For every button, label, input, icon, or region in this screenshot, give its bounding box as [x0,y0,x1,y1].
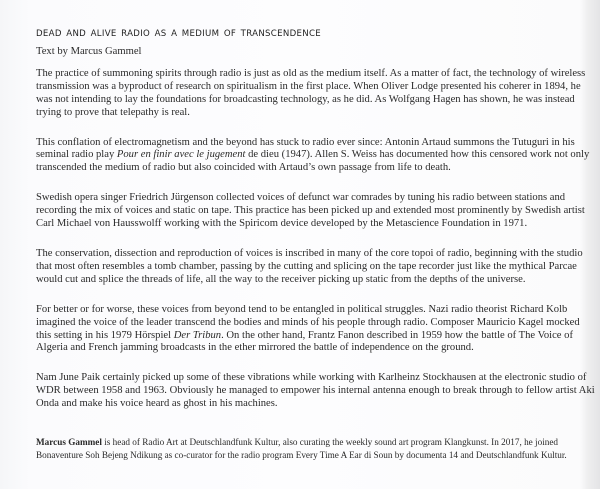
paragraph-5-text-b: . On the other hand, Frantz Fanon described in 1959 how the battle of The Voice of Algeria and French jamming broadcasts in the ether mirrored the battle of independence on the ground. [36,329,573,354]
article [36,27,596,479]
paragraph-2 [36,137,596,176]
article-title: DEAD AND ALIVE RADIO AS A MEDIUM OF TRANSCENDENCE [36,29,321,39]
paragraph-2-text-c: (1947). Allen S. Weiss has documented how this censored work not only transcended the medium of radio but also coincided with Artaud’s own passage from life to death. [36,149,590,174]
paragraph-5-work-title: Der Tribun [173,329,222,341]
paragraph-2-work-title: Pour en finir avec le jugement [116,149,246,161]
paragraph-5 [36,304,596,356]
paragraph-2-text-b: de dieu [245,149,280,161]
author-bio [36,436,596,462]
paragraph-4: The conservation, dissection and reproduction of voices is inscribed in many of the core topoi of radio, beginning with the studio that most often resembles a tomb chamber, passing by the cutting and splicing on the tape recorder just like the mythical Parcae would cut and splice the threads of life, all the way to the receiver picking up static from the depths of the universe. [36,247,583,285]
paragraph-3: Swedish opera singer Friedrich Jürgenson collected voices of defunct war comrades by tuning his radio between stations and recording the mix of voices and static on tape. This practice has been picked up and extended most prominently by Swedish artist Carl Michael von Hausswolff working with the Spiricom device developed by the Metascience Foundation in 1971. [36,192,585,230]
paragraph-5-text-a: For better or for worse, these voices from beyond tend to be entangled in political struggles. Nazi radio theorist Richard Kolb imagined the voice of the leader transcend the bodies and minds of his people through radio. Composer Mauricio Kagel mocked this setting in his 1979 Hörspiel [36,303,580,341]
article-byline: Text by Marcus Gammel [36,46,142,57]
paragraph-2-text-a: This conflation of electromagnetism and the beyond has stuck to radio ever since: Antonin Artaud summons the Tutuguri in his seminal radio play [36,136,575,161]
author-bio-name: Marcus Gammel [36,437,102,448]
author-bio-text: is head of Radio Art at Deutschlandfunk Kultur, also curating the weekly sound art program Klangkunst. In 2017, he joined Bonaventure Soh Bejeng Ndikung as co-curator for the radio program Every Time A Ear di Soun by documenta 14 and Deutschlandfunk Kultur. [36,437,567,461]
paragraph-1: The practice of summoning spirits through radio is just as old as the medium itself. As a matter of fact, the technology of wireless transmission was a byproduct of research on spiritualism in the first place. When Oliver Lodge presented his coherer in 1894, he was not intending to lay the foundations for broadcasting technology, as he did. As Wolfgang Hagen has shown, he was instead trying to prove that telepathy is real. [36,67,586,118]
paragraph-6: Nam June Paik certainly picked up some of these vibrations while working with Karlheinz Stockhausen at the electronic studio of WDR between 1958 and 1963. Obviously he managed to empower his internal antenna enough to break through to fellow artist Aki Onda and make his voice heard as ghost in his machines. [36,372,595,410]
